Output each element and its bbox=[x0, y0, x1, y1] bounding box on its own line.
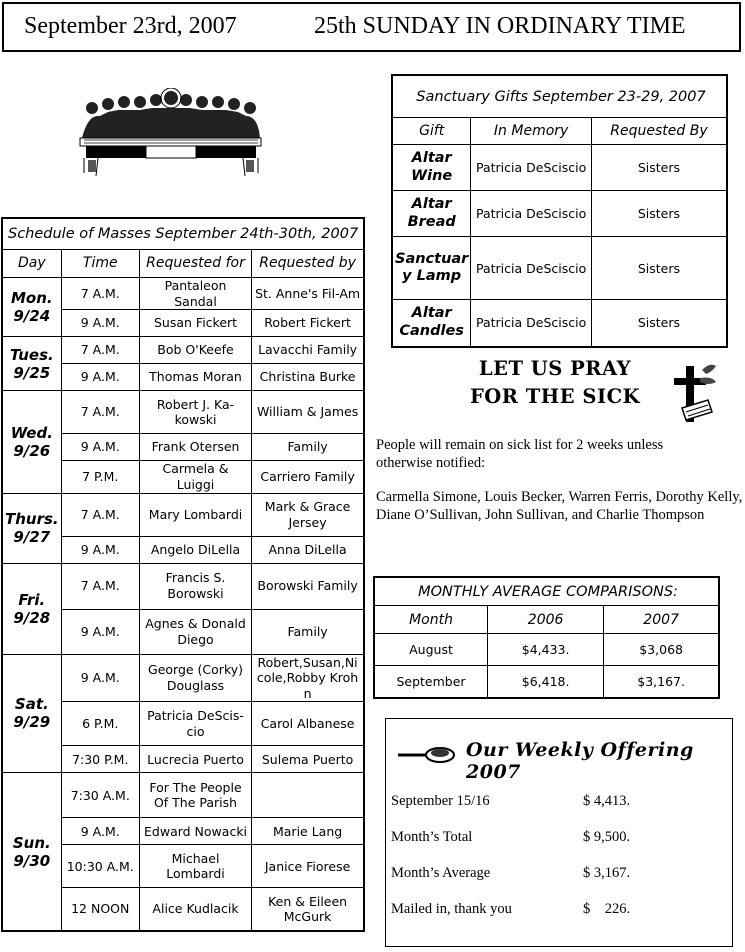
monthly-header-month: Month bbox=[374, 606, 488, 634]
schedule-header-time: Time bbox=[61, 250, 139, 278]
requested-by: Carol Albanese bbox=[252, 702, 364, 746]
mass-time: 9 A.M. bbox=[61, 310, 139, 337]
offering-label: Month’s Total bbox=[391, 829, 473, 845]
requested-by: Family bbox=[252, 434, 364, 461]
requested-by: Anna DiLella bbox=[252, 536, 364, 563]
gift-name: Altar Candles bbox=[392, 300, 471, 347]
requested-by: Ken & Eileen McGurk bbox=[252, 888, 364, 931]
gift-in-memory: Patricia DeSciscio bbox=[471, 191, 592, 237]
mass-time: 7 A.M. bbox=[61, 493, 139, 536]
requested-for: Carmela & Luiggi bbox=[139, 461, 251, 493]
schedule-header-requested-for: Requested for bbox=[139, 250, 251, 278]
gift-in-memory: Patricia DeSciscio bbox=[471, 237, 592, 300]
gifts-header-in-memory: In Memory bbox=[471, 118, 592, 145]
requested-by bbox=[252, 773, 364, 818]
header-title: 25th SUNDAY IN ORDINARY TIME bbox=[314, 13, 686, 39]
requested-for: Patricia DeScis-cio bbox=[139, 702, 251, 746]
schedule-caption: Schedule of Masses September 24th-30th, 2007 bbox=[2, 218, 364, 250]
gift-requested-by: Sisters bbox=[591, 191, 727, 237]
schedule-day: Fri. 9/28 bbox=[2, 563, 61, 654]
mass-time: 9 A.M. bbox=[61, 609, 139, 654]
monthly-2007: $3,068 bbox=[604, 634, 719, 666]
requested-by: Borowski Family bbox=[252, 563, 364, 609]
schedule-day: Tues. 9/25 bbox=[2, 337, 61, 391]
offering-label: Month’s Average bbox=[391, 865, 491, 881]
requested-for: Pantaleon Sandal bbox=[139, 278, 251, 310]
mass-time: 9 A.M. bbox=[61, 536, 139, 563]
requested-by: Janice Fiorese bbox=[252, 845, 364, 888]
monthly-2006: $6,418. bbox=[488, 666, 604, 698]
requested-for: For The People Of The Parish bbox=[139, 773, 251, 818]
pray-title-line-1: LET US PRAY bbox=[478, 357, 632, 380]
gift-requested-by: Sisters bbox=[591, 237, 727, 300]
requested-for: Michael Lombardi bbox=[139, 845, 251, 888]
mass-time: 7 A.M. bbox=[61, 563, 139, 609]
header-date: September 23rd, 2007 bbox=[24, 13, 237, 39]
monthly-header-2006: 2006 bbox=[488, 606, 604, 634]
requested-by: Robert,Susan,Nicole,Robby Krohn bbox=[252, 654, 364, 702]
schedule-day: Wed. 9/26 bbox=[2, 391, 61, 493]
cross-icon bbox=[672, 360, 722, 430]
requested-for: Lucrecia Puerto bbox=[139, 746, 251, 773]
gift-name: Sanctuar y Lamp bbox=[392, 237, 471, 300]
mass-time: 9 A.M. bbox=[61, 434, 139, 461]
gift-name: Altar Wine bbox=[392, 145, 471, 191]
offering-label: Mailed in, thank you bbox=[391, 901, 512, 917]
offering-amount: $ 9,500. bbox=[583, 829, 631, 845]
schedule-day: Mon. 9/24 bbox=[2, 278, 61, 337]
requested-for: Mary Lombardi bbox=[139, 493, 251, 536]
gift-name: Altar Bread bbox=[392, 191, 471, 237]
schedule-day: Sat. 9/29 bbox=[2, 654, 61, 773]
requested-for: Alice Kudlacik bbox=[139, 888, 251, 931]
gift-requested-by: Sisters bbox=[591, 145, 727, 191]
mass-time: 7:30 P.M. bbox=[61, 746, 139, 773]
requested-by: Family bbox=[252, 609, 364, 654]
sanctuary-gifts-table bbox=[391, 74, 728, 348]
requested-for: Susan Fickert bbox=[139, 310, 251, 337]
requested-by: Mark & Grace Jersey bbox=[252, 493, 364, 536]
mass-time: 7 A.M. bbox=[61, 391, 139, 434]
monthly-month: September bbox=[374, 666, 488, 698]
monthly-2007: $3,167. bbox=[604, 666, 719, 698]
requested-by: Carriero Family bbox=[252, 461, 364, 493]
requested-for: Agnes & Donald Diego bbox=[139, 609, 251, 654]
schedule-day: Thurs. 9/27 bbox=[2, 493, 61, 563]
requested-for: George (Corky) Douglass bbox=[139, 654, 251, 702]
requested-by: Robert Fickert bbox=[252, 310, 364, 337]
sick-list-names: Carmella Simone, Louis Becker, Warren Ferris, Dorothy Kelly, Diane O’Sullivan, John Sullivan, and Charlie Thompson bbox=[376, 489, 743, 523]
requested-for: Bob O'Keefe bbox=[139, 337, 251, 364]
pray-title-line-2: FOR THE SICK bbox=[469, 385, 641, 408]
requested-for: Frank Otersen bbox=[139, 434, 251, 461]
bulletin-header bbox=[2, 2, 741, 52]
monthly-header-2007: 2007 bbox=[604, 606, 719, 634]
monthly-caption: MONTHLY AVERAGE COMPARISONS: bbox=[374, 577, 719, 606]
offering-basket-icon bbox=[398, 743, 458, 765]
requested-for: Thomas Moran bbox=[139, 364, 251, 391]
mass-time: 10:30 A.M. bbox=[61, 845, 139, 888]
monthly-2006: $4,433. bbox=[488, 634, 604, 666]
offering-title: Our Weekly Offering 2007 bbox=[466, 739, 694, 783]
weekly-offering-box bbox=[385, 718, 733, 947]
last-supper-illustration bbox=[78, 88, 263, 180]
gifts-caption: Sanctuary Gifts September 23-29, 2007 bbox=[392, 75, 727, 118]
offering-label: September 15/16 bbox=[391, 793, 490, 809]
requested-by: Sulema Puerto bbox=[252, 746, 364, 773]
mass-time: 7 A.M. bbox=[61, 278, 139, 310]
mass-time: 7 P.M. bbox=[61, 461, 139, 493]
gift-requested-by: Sisters bbox=[591, 300, 727, 347]
requested-by: Marie Lang bbox=[252, 818, 364, 845]
mass-time: 9 A.M. bbox=[61, 818, 139, 845]
sick-list-note: People will remain on sick list for 2 weeks unless otherwise notified: bbox=[376, 437, 664, 471]
requested-by: Christina Burke bbox=[252, 364, 364, 391]
requested-by: Lavacchi Family bbox=[252, 337, 364, 364]
schedule-header-day: Day bbox=[2, 250, 61, 278]
mass-time: 9 A.M. bbox=[61, 364, 139, 391]
mass-schedule-table bbox=[1, 217, 365, 932]
gifts-header-gift: Gift bbox=[392, 118, 471, 145]
requested-for: Edward Nowacki bbox=[139, 818, 251, 845]
offering-amount: $ 4,413. bbox=[583, 793, 631, 809]
gifts-header-requested-by: Requested By bbox=[591, 118, 727, 145]
mass-time: 7 A.M. bbox=[61, 337, 139, 364]
pray-for-sick-title bbox=[455, 355, 655, 411]
schedule-header-requested-by: Requested by bbox=[252, 250, 364, 278]
requested-by: William & James bbox=[252, 391, 364, 434]
requested-by: St. Anne's Fil-Am bbox=[252, 278, 364, 310]
gift-in-memory: Patricia DeSciscio bbox=[471, 145, 592, 191]
requested-for: Angelo DiLella bbox=[139, 536, 251, 563]
offering-amount: $ 226. bbox=[583, 901, 631, 917]
requested-for: Francis S. Borowski bbox=[139, 563, 251, 609]
mass-time: 9 A.M. bbox=[61, 654, 139, 702]
mass-time: 12 NOON bbox=[61, 888, 139, 931]
schedule-day: Sun. 9/30 bbox=[2, 773, 61, 931]
mass-time: 7:30 A.M. bbox=[61, 773, 139, 818]
gift-in-memory: Patricia DeSciscio bbox=[471, 300, 592, 347]
offering-amount: $ 3,167. bbox=[583, 865, 631, 881]
requested-for: Robert J. Ka-kowski bbox=[139, 391, 251, 434]
monthly-month: August bbox=[374, 634, 488, 666]
mass-time: 6 P.M. bbox=[61, 702, 139, 746]
monthly-average-table bbox=[373, 576, 720, 699]
